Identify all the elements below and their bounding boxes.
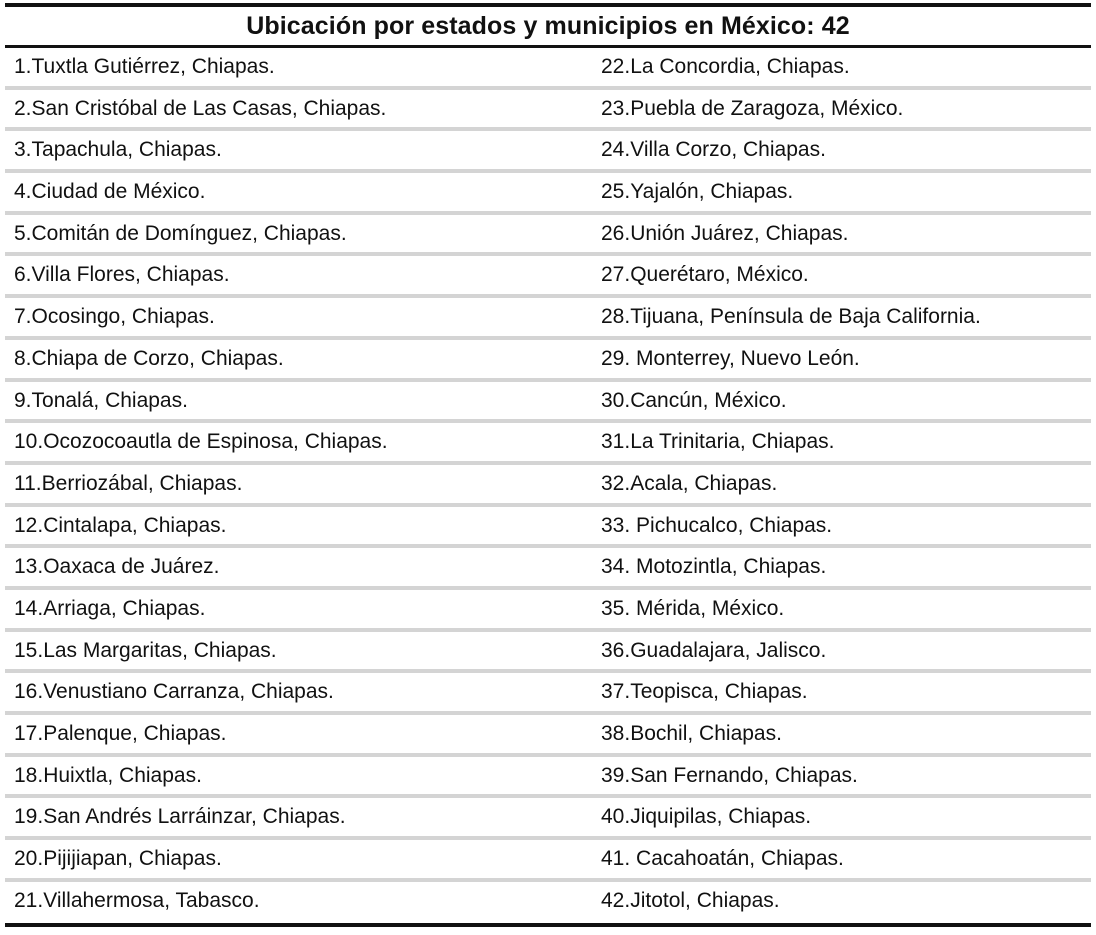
table-row [5, 215, 1091, 257]
location-cell-right: 26.Unión Juárez, Chiapas. [601, 221, 849, 245]
location-cell-left: 7.Ocosingo, Chiapas. [14, 305, 215, 329]
table-row [5, 90, 1091, 132]
location-cell-right: 38.Bochil, Chiapas. [601, 722, 782, 745]
location-cell-right: 30.Cancún, México. [601, 388, 787, 412]
location-cell-left: 8.Chiapa de Corzo, Chiapas. [14, 346, 284, 370]
table-bottom-rule [5, 923, 1091, 927]
location-cell-right: 23.Puebla de Zaragoza, México. [601, 96, 904, 120]
location-cell-left: 18.Huixtla, Chiapas. [14, 763, 202, 787]
location-cell-right: 24.Villa Corzo, Chiapas. [601, 138, 826, 162]
location-cell-left: 5.Comitán de Domínguez, Chiapas. [14, 221, 347, 245]
location-cell-right: 37.Teopisca, Chiapas. [601, 680, 808, 704]
location-cell-right: 36.Guadalajara, Jalisco. [601, 638, 827, 662]
table-row [5, 757, 1091, 799]
location-cell-left: 21.Villahermosa, Tabasco. [14, 888, 260, 912]
table-row [5, 465, 1091, 507]
table-row [5, 382, 1091, 424]
location-cell-left: 13.Oaxaca de Juárez. [14, 555, 220, 579]
table-row [5, 173, 1091, 215]
location-cell-left: 20.Pijijiapan, Chiapas. [14, 847, 222, 871]
location-cell-right: 39.San Fernando, Chiapas. [601, 763, 858, 787]
location-cell-right: 25.Yajalón, Chiapas. [601, 180, 794, 204]
table-row [5, 423, 1091, 465]
table-row [5, 256, 1091, 298]
table-row [5, 632, 1091, 674]
location-cell-right: 42.Jitotol, Chiapas. [601, 888, 780, 912]
location-cell-left: 6.Villa Flores, Chiapas. [14, 263, 230, 287]
location-cell-left: 12.Cintalapa, Chiapas. [14, 513, 227, 537]
location-cell-right: 40.Jiquipilas, Chiapas. [601, 805, 812, 829]
location-cell-right: 29. Monterrey, Nuevo León. [601, 346, 860, 370]
location-cell-right: 22.La Concordia, Chiapas. [601, 55, 850, 78]
location-cell-left: 19.San Andrés Larráinzar, Chiapas. [14, 805, 346, 829]
location-cell-left: 11.Berriozábal, Chiapas. [14, 471, 243, 495]
table-row [5, 48, 1091, 90]
table-row [5, 840, 1091, 882]
location-cell-right: 28.Tijuana, Península de Baja California. [601, 305, 981, 329]
table-row [5, 882, 1091, 924]
location-cell-left: 2.San Cristóbal de Las Casas, Chiapas. [14, 96, 387, 120]
location-cell-left: 15.Las Margaritas, Chiapas. [14, 638, 277, 662]
location-cell-left: 16.Venustiano Carranza, Chiapas. [14, 680, 334, 704]
table-row [5, 340, 1091, 382]
location-cell-right: 32.Acala, Chiapas. [601, 471, 778, 495]
table-row [5, 798, 1091, 840]
location-cell-right: 41. Cacahoatán, Chiapas. [601, 847, 844, 871]
table-row [5, 298, 1091, 340]
location-cell-left: 3.Tapachula, Chiapas. [14, 138, 222, 162]
location-cell-right: 34. Motozintla, Chiapas. [601, 555, 827, 579]
table-row [5, 548, 1091, 590]
location-cell-right: 33. Pichucalco, Chiapas. [601, 513, 833, 537]
table-row [5, 673, 1091, 715]
location-cell-left: 1.Tuxtla Gutiérrez, Chiapas. [14, 55, 275, 78]
table-body [5, 48, 1091, 923]
location-cell-right: 35. Mérida, México. [601, 596, 785, 620]
location-cell-left: 17.Palenque, Chiapas. [14, 722, 227, 745]
location-cell-left: 10.Ocozocoautla de Espinosa, Chiapas. [14, 430, 388, 454]
location-cell-left: 14.Arriaga, Chiapas. [14, 596, 206, 620]
table-title: Ubicación por estados y municipios en México: 42 [246, 11, 850, 40]
locations-table [5, 3, 1091, 927]
table-row [5, 590, 1091, 632]
location-cell-right: 27.Querétaro, México. [601, 263, 809, 287]
table-row [5, 715, 1091, 757]
table-row [5, 507, 1091, 549]
location-cell-left: 4.Ciudad de México. [14, 180, 206, 204]
table-row [5, 131, 1091, 173]
location-cell-left: 9.Tonalá, Chiapas. [14, 388, 188, 412]
location-cell-right: 31.La Trinitaria, Chiapas. [601, 430, 835, 454]
